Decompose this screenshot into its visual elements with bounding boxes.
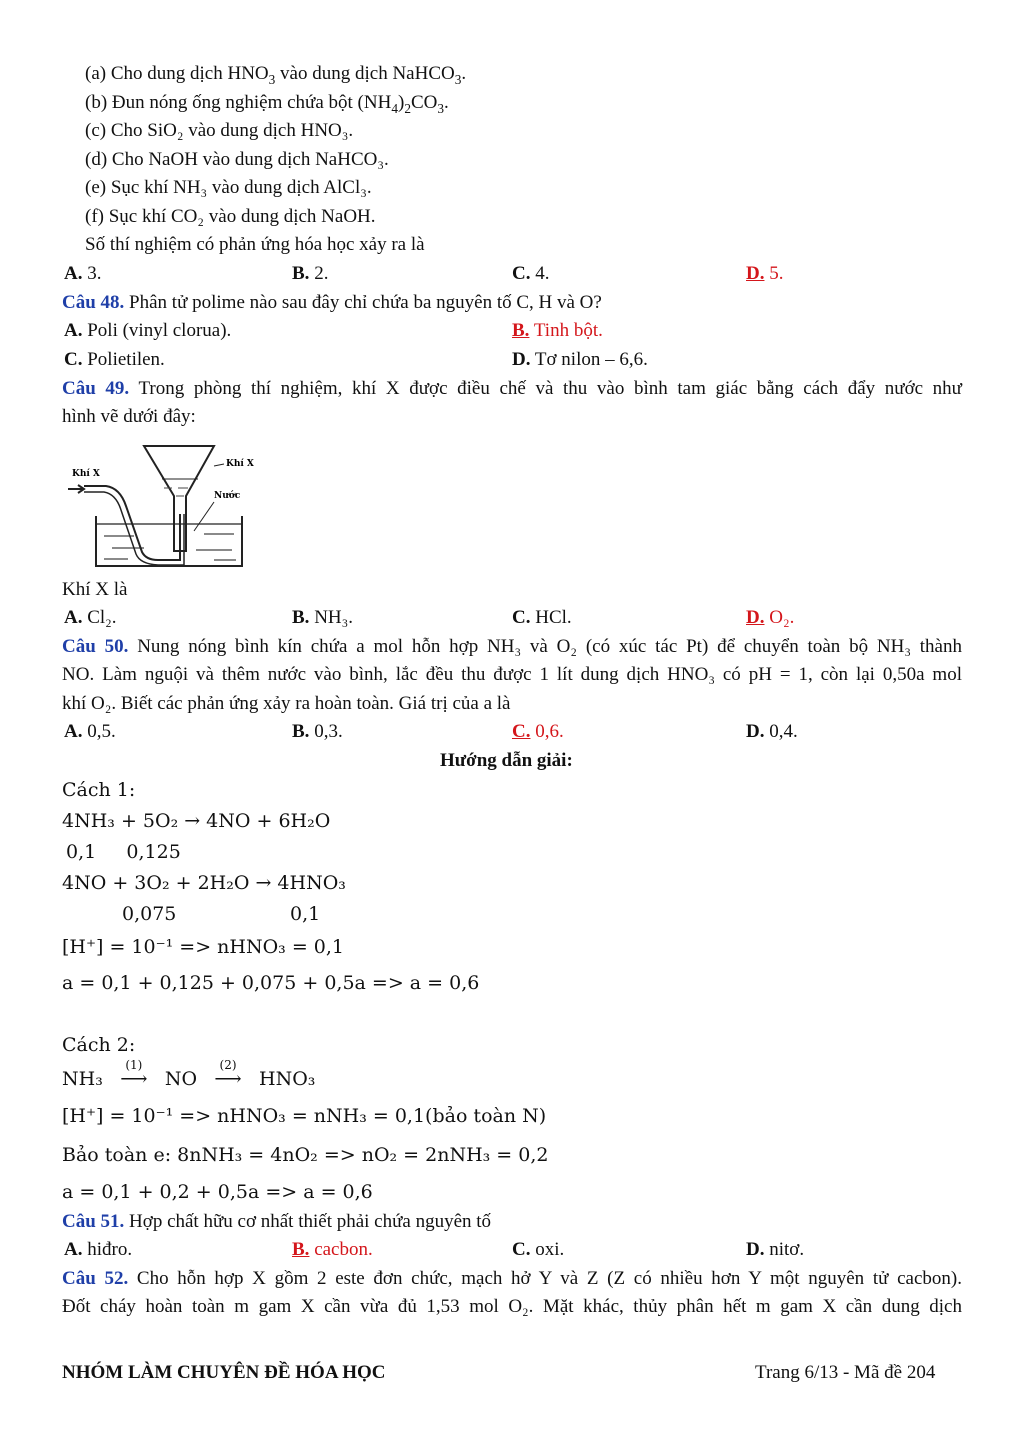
q51-option-b-correct[interactable]: B. cacbon. [292,1239,373,1260]
way1-eq2: 4NO + 3O₂ + 2H₂O → 4HNO₃ [62,872,346,894]
way1-eq1: 4NH₃ + 5O₂ → 4NO + 6H₂O [62,810,331,832]
q50-option-a[interactable]: A. 0,5. [64,721,116,742]
way2-h-line: [H⁺] = 10⁻¹ => nHNO₃ = nNH₃ = 0,1(bảo toàn N) [62,1105,547,1127]
way1-a-line: a = 0,1 + 0,125 + 0,075 + 0,5a => a = 0,6 [62,972,480,994]
q47-item-a: (a) Cho dung dịch $HNO_3$ vào dung dịch NaHCO$_3$. [85,63,467,87]
q50-option-c-correct[interactable]: C. 0,6. [512,721,564,742]
guide-title: Hướng dẫn giải: [440,750,573,771]
q52-stem-line2: Đốt cháy hoàn toàn m gam X cần vừa đủ 1,53 mol O₂. Mặt khác, thủy phân hết m gam X cần dung dịch [62,1296,962,1317]
q52-stem-line1: Câu 52. Cho hỗn hợp X gồm 2 este đơn chức, mạch hở Y và Z (Z có nhiều hơn Y một nguyên tử cacbon). [62,1268,962,1289]
q47-item-c: (c) Cho SiO₂ vào dung dịch HNO₃. [85,120,354,141]
q47-option-a[interactable]: A. 3. [64,263,102,284]
label-gas-inlet: Khí X [72,469,100,479]
way2-a-line: a = 0,1 + 0,2 + 0,5a => a = 0,6 [62,1181,373,1203]
q51-option-d[interactable]: D. nitơ. [746,1239,805,1260]
q50-option-d[interactable]: D. 0,4. [746,721,798,742]
q49-option-c[interactable]: C. HCl. [512,607,572,628]
footer-group-name: NHÓM LÀM CHUYÊN ĐỀ HÓA HỌC [62,1362,386,1383]
way1-eq2-value-o2: 0,075 [122,903,177,925]
way1-title: Cách 1: [62,779,136,801]
q49-stem-line2: hình vẽ dưới đây: [62,406,196,427]
q48-option-d[interactable]: D. Tơ nilon – 6,6. [512,349,648,370]
way2-e-line: Bảo toàn e: 8nNH₃ = 4nO₂ => nO₂ = 2nNH₃ = 0,2 [62,1144,549,1166]
q47-item-e: (e) Sục khí NH₃ vào dung dịch AlCl₃. [85,177,372,198]
q51-stem: Câu 51. Hợp chất hữu cơ nhất thiết phải chứa nguyên tố [62,1211,492,1232]
way1-eq2-value-hno3: 0,1 [290,903,321,925]
way1-h-line: [H⁺] = 10⁻¹ => nHNO₃ = 0,1 [62,936,345,958]
q47-item-f: (f) Sục khí CO₂ vào dung dịch NaOH. [85,206,376,227]
way1-eq1-values: 0,1 0,125 [66,841,181,863]
way2-title: Cách 2: [62,1034,136,1056]
label-gas-collected: Khí X [226,459,254,469]
q51-option-c[interactable]: C. oxi. [512,1239,565,1260]
q47-item-d: (d) Cho NaOH vào dung dịch NaHCO₃. [85,149,389,170]
label-water: Nước [214,491,241,501]
q49-option-d-correct[interactable]: D. O₂. [746,607,795,628]
q47-option-c[interactable]: C. 4. [512,263,550,284]
q49-option-a[interactable]: A. Cl₂. [64,607,117,628]
q47-stem-end: Số thí nghiệm có phản ứng hóa học xảy ra là [85,234,425,255]
q50-stem-line3: khí O₂. Biết các phản ứng xảy ra hoàn toàn. Giá trị của a là [62,693,511,714]
q49-question: Khí X là [62,579,128,600]
q47-item-b: (b) Đun nóng ống nghiệm chứa bột $(NH_4)_2CO_3$. [85,92,449,116]
q50-stem-line1: Câu 50. Nung nóng bình kín chứa a mol hỗn hợp NH₃ và O₂ (có xúc tác Pt) để chuyển toàn bộ NH₃ thành [62,636,962,657]
q47-option-b[interactable]: B. 2. [292,263,329,284]
q49-stem-line1: Câu 49. Trong phòng thí nghiệm, khí X được điều chế và thu vào bình tam giác bằng cách đẩy nước như [62,378,962,399]
q49-option-b[interactable]: B. NH₃. [292,607,354,628]
q48-option-b-correct[interactable]: B. Tinh bột. [512,320,603,341]
q47-option-d-correct[interactable]: D. 5. [746,263,784,284]
gas-collection-diagram [64,436,254,576]
q48-option-c[interactable]: C. Polietilen. [64,349,165,370]
q51-option-a[interactable]: A. hiđro. [64,1239,133,1260]
q50-option-b[interactable]: B. 0,3. [292,721,343,742]
footer-page-code: Trang 6/13 - Mã đề 204 [755,1362,936,1383]
q48-stem: Câu 48. Phân tử polime nào sau đây chỉ chứa ba nguyên tố C, H và O? [62,292,602,313]
way2-chain: NH₃ (1) ⟶ NO (2) ⟶ HNO₃ [62,1058,316,1090]
q50-stem-line2: NO. Làm nguội và thêm nước vào bình, lắc đều thu được 1 lít dung dịch HNO₃ có pH = 1, còn lại 0,50a mol [62,664,962,685]
q48-option-a[interactable]: A. Poli (vinyl clorua). [64,320,232,341]
